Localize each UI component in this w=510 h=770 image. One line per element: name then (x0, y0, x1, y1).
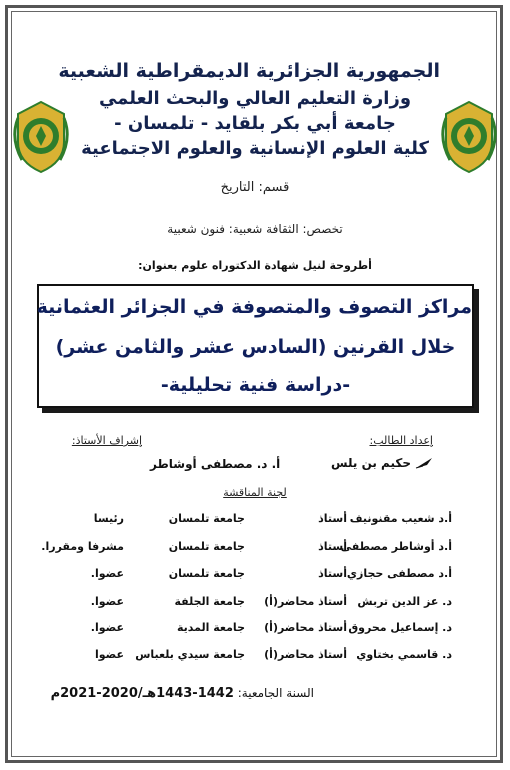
member-university: جامعة الجلفة (174, 595, 245, 608)
committee-row (0, 621, 510, 641)
member-role: مشرفا ومقررا. (41, 540, 124, 553)
committee-row (0, 595, 510, 615)
member-name: د. قاسمي بختاوي (356, 648, 452, 661)
department: قسم: التاريخ (220, 180, 290, 195)
member-role: عضوا. (90, 621, 124, 634)
member-role: رئيسا (93, 512, 124, 525)
header-faculty: كلية العلوم الإنسانية والعلوم الاجتماعية (81, 138, 429, 159)
quill-pen-icon (415, 457, 433, 469)
member-name: د. إسماعيل محروق (348, 621, 452, 634)
header-university: جامعة أبي بكر بلقايد - تلمسان - (114, 113, 396, 134)
student-entry (331, 456, 433, 470)
member-university: جامعة سيدي بلعباس (135, 648, 245, 661)
member-name: أ.د مصطفى حجازي (346, 567, 452, 580)
thesis-title-line3: -دراسة فنية تحليلية- (160, 374, 351, 396)
committee-row (0, 540, 510, 560)
university-logo-icon (440, 98, 498, 176)
thesis-title-box (37, 284, 474, 408)
member-role: عضوا. (90, 567, 124, 580)
committee-row (0, 512, 510, 532)
academic-year (51, 686, 314, 701)
member-university: جامعة تلمسان (168, 567, 245, 580)
specialty: تخصص: الثقافة شعبية: فنون شعبية (167, 222, 343, 236)
member-name: أ.د شعيب مقنونيف (349, 512, 452, 525)
academic-year-value: 1442-1443هـ/2020-2021م (50, 686, 234, 701)
member-rank: أستاذ (318, 540, 347, 553)
thesis-title-line2: خلال القرنين (السادس عشر والثامن عشر) (55, 336, 456, 358)
committee-row (0, 567, 510, 587)
academic-year-label: السنة الجامعية: (237, 686, 314, 700)
header-republic: الجمهورية الجزائرية الديمقراطية الشعبية (58, 60, 440, 82)
supervisor-name: أ. د. مصطفى أوشاطر (150, 457, 281, 471)
member-university: جامعة تلمسان (168, 512, 245, 525)
committee-label: لجنة المناقشة (223, 486, 287, 499)
prepared-by-label: إعداد الطالب: (369, 434, 433, 447)
supervision-label: إشراف الأستاذ: (71, 434, 142, 447)
member-role: عضوا (94, 648, 124, 661)
member-rank: أستاذ (318, 512, 347, 525)
member-role: عضوا. (90, 595, 124, 608)
member-rank: أستاذ محاضر(أ) (264, 595, 347, 608)
member-university: جامعة تلمسان (168, 540, 245, 553)
thesis-intro: أطروحة لنيل شهادة الدكتوراه علوم بعنوان: (138, 259, 372, 272)
committee-row (0, 648, 510, 668)
university-logo-icon (12, 98, 70, 176)
member-rank: أستاذ محاضر(أ) (264, 621, 347, 634)
member-university: جامعة المدية (176, 621, 245, 634)
member-name: أ.د أوشاطر مصطفى (340, 540, 452, 553)
member-rank: أستاذ محاضر(أ) (264, 648, 347, 661)
member-rank: أستاذ (318, 567, 347, 580)
header-ministry: وزارة التعليم العالي والبحث العلمي (98, 88, 412, 109)
student-name: حكيم بن يلس (331, 456, 411, 470)
member-name: د. عز الدين تربش (357, 595, 452, 608)
thesis-title-line1: مراكز التصوف والمتصوفة في الجزائر العثمانية (36, 296, 472, 318)
